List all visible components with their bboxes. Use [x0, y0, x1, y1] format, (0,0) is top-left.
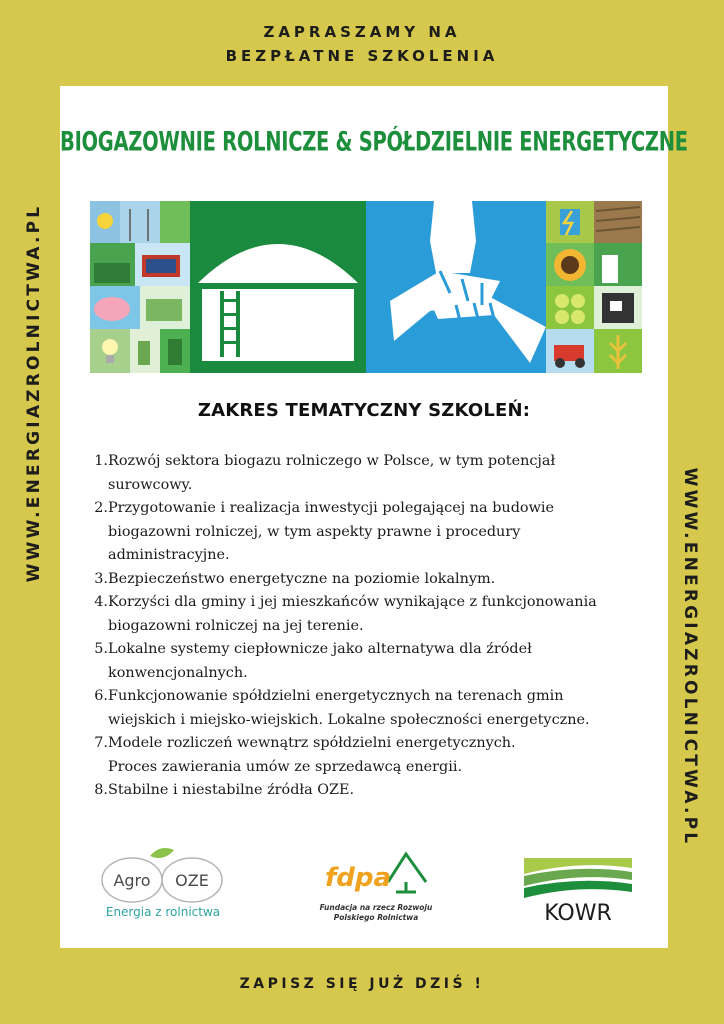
fdpa-line-2: Polskiego Rolnictwa: [333, 913, 419, 922]
topic-item: [92, 591, 652, 638]
side-url-right[interactable]: WWW.ENERGIAZROLNICTWA.PL: [680, 467, 700, 847]
topic-item: [92, 779, 652, 803]
topic-number: 7.: [94, 735, 108, 751]
header-line-1: ZAPRASZAMY NA: [263, 23, 461, 41]
topic-item: [92, 568, 652, 592]
topic-number: 8.: [94, 782, 108, 798]
side-url-left[interactable]: WWW.ENERGIAZROLNICTWA.PL: [24, 203, 44, 583]
topic-line: surowcowy.: [108, 476, 193, 493]
topic-line: konwencjonalnych.: [108, 664, 248, 681]
topic-line: biogazowni rolniczej, w tym aspekty prawne i procedury: [108, 523, 521, 540]
kowr-logo[interactable]: [522, 854, 634, 924]
biogas-plant-panel: [190, 201, 366, 373]
topic-line: Proces zawierania umów ze sprzedawcą energii.: [108, 758, 463, 775]
fdpa-line-1: Fundacja na rzecz Rozwoju: [319, 903, 433, 912]
topic-line: Bezpieczeństwo energetyczne na poziomie lokalnym.: [108, 570, 496, 587]
topic-item: [92, 450, 652, 497]
topic-item: [92, 638, 652, 685]
topic-line: administracyjne.: [108, 547, 230, 563]
topics-list: [92, 450, 652, 803]
topic-item: [92, 685, 652, 732]
topic-line: Funkcjonowanie spółdzielni energetycznych na terenach gmin: [108, 688, 564, 704]
header-line-2: BEZPŁATNE SZKOLENIA: [225, 47, 499, 65]
agro-word-1: Agro: [113, 871, 151, 890]
page-title: BIOGAZOWNIE ROLNICZE & SPÓŁDZIELNIE ENERGETYCZNE: [60, 125, 688, 158]
agro-word-2: OZE: [175, 871, 209, 890]
topic-line: biogazowni rolniczej na jej terenie.: [108, 617, 364, 634]
fdpa-logo[interactable]: [310, 846, 440, 932]
kowr-name: KOWR: [544, 901, 612, 924]
section-title: ZAKRES TEMATYCZNY SZKOLEŃ:: [197, 400, 531, 421]
topic-line: Lokalne systemy ciepłownicze jako alternatywa dla źródeł: [108, 641, 532, 657]
invitation-header: [0, 20, 724, 68]
topic-line: Przygotowanie i realizacja inwestycji polegającej na budowie: [108, 500, 555, 516]
topic-item: [92, 497, 652, 568]
topic-line: Rozwój sektora biogazu rolniczego w Polsce, w tym potencjał: [108, 453, 556, 469]
topic-line: Korzyści dla gminy i jej mieszkańców wynikające z funkcjonowania: [108, 594, 597, 610]
topic-line: Modele rozliczeń wewnątrz spółdzielni energetycznych.: [108, 735, 516, 751]
topic-line: Stabilne i niestabilne źródła OZE.: [108, 782, 355, 798]
topic-number: 1.: [94, 453, 108, 469]
topic-number: 4.: [94, 594, 108, 610]
banner-illustration: [90, 201, 642, 373]
topic-number: 5.: [94, 641, 108, 657]
topic-line: wiejskich i miejsko-wiejskich. Lokalne społeczności energetyczne.: [108, 711, 590, 728]
left-mosaic: [90, 201, 190, 373]
topic-item: [92, 732, 652, 779]
topic-number: 3.: [94, 570, 108, 587]
topic-number: 2.: [94, 500, 108, 516]
agro-tagline: Energia z rolnictwa: [105, 905, 221, 919]
cooperation-hands-panel: [366, 201, 546, 373]
fdpa-mark: fdpa: [324, 863, 392, 893]
signup-cta[interactable]: ZAPISZ SIĘ JUŻ DZIŚ !: [239, 976, 485, 992]
content-card: [60, 86, 688, 948]
agro-oze-logo[interactable]: [98, 840, 228, 920]
right-mosaic: [546, 201, 642, 373]
topic-number: 6.: [94, 688, 108, 704]
